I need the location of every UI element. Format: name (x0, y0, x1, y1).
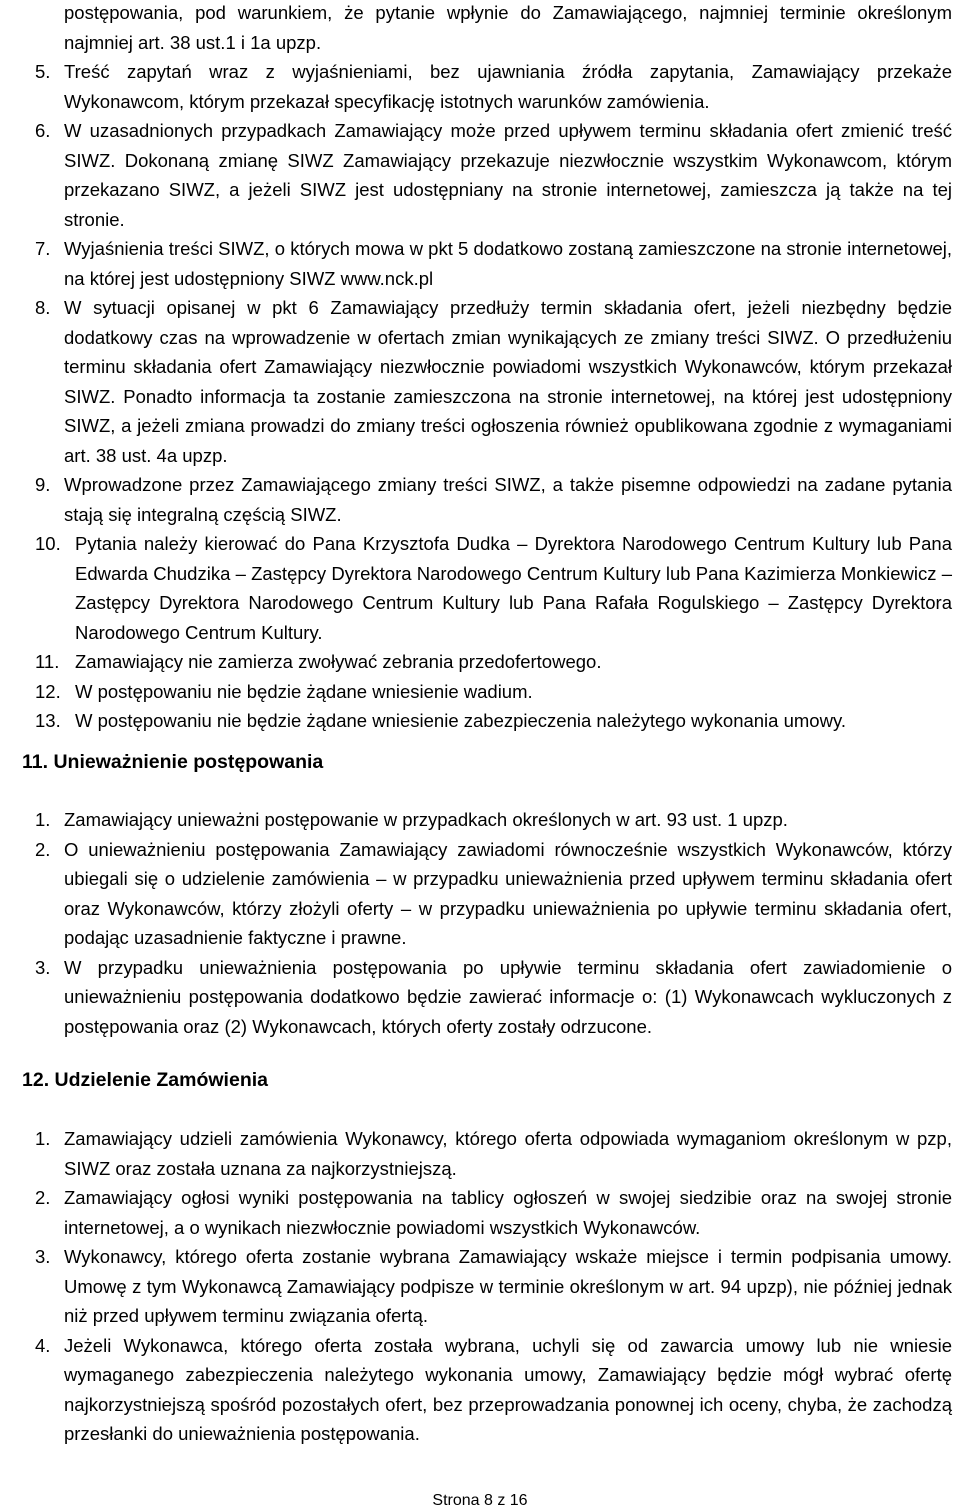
list-item (0, 805, 960, 835)
list-item (0, 1183, 960, 1242)
list-item (0, 1124, 960, 1183)
list-item-number: 5. (35, 61, 51, 82)
list-item-number: 3. (35, 1246, 51, 1267)
section-heading: 12. Udzielenie Zamówienia (22, 1069, 268, 1091)
list-item (0, 647, 960, 677)
list-item (0, 706, 960, 736)
section-heading: 11. Unieważnienie postępowania (22, 751, 324, 773)
list-item-text: W postępowaniu nie będzie żądane wniesienie zabezpieczenia należytego wykonania umowy. (75, 710, 846, 731)
list-item-number: 3. (35, 956, 51, 978)
list-item-text: Wprowadzone przez Zamawiającego zmiany treści SIWZ, a także pisemne odpowiedzi na zadane pytania stają się integralną częścią SIWZ. (64, 474, 952, 525)
list-item-number: 1. (35, 1128, 51, 1149)
list-item (0, 529, 960, 647)
list-item-number: 13. (35, 710, 61, 731)
list-item-number: 7. (35, 238, 51, 259)
list-item (0, 677, 960, 707)
section-11-list (0, 805, 960, 1041)
list-item-number: 11. (35, 651, 60, 672)
list-item (0, 1242, 960, 1331)
list-item (0, 57, 960, 116)
list-item-number: 8. (35, 297, 51, 318)
list-item-text: Treść zapytań wraz z wyjaśnieniami, bez ujawniania źródła zapytania, Zamawiający przekaże Wykonawcom, którym przekazał specyfikację istotnych warunków zamówienia. (64, 61, 952, 112)
list-item-text: W uzasadnionych przypadkach Zamawiający może przed upływem terminu składania ofert zmienić treść SIWZ. Dokonaną zmianę SIWZ Zamawiający przekazuje niezwłocznie wszystkim Wykonawcom, którym przekazano SIWZ, a jeżeli SIWZ jest udostępniany na stronie internetowej, zamieszcza ją także na tej stronie. (64, 120, 952, 230)
list-item-number: 12. (35, 680, 61, 702)
list-item-text: Pytania należy kierować do Pana Krzysztofa Dudka – Dyrektora Narodowego Centrum Kultury lub Pana Edwarda Chudzika – Zastępcy Dyrektora Narodowego Centrum Kultury lub Pana Kazimierza Monkiewicz – Zastępcy Dyrektora Narodowego Centrum Kultury lub Pana Rafała Rogulskiego – Zastępcy Dyrektora Narodowego Centrum Kultury. (75, 533, 952, 643)
list-item (0, 116, 960, 234)
list-item-text: Wykonawcy, którego oferta zostanie wybrana Zamawiający wskaże miejsce i termin podpisania umowy. Umowę z tym Wykonawcą Zamawiający podpisze w terminie określonym w art. 94 upzp), nie później jednak niż przed upływem terminu związania ofertą. (64, 1246, 952, 1326)
list-item-number: 2. (35, 1187, 51, 1208)
list-item-text: Zamawiający ogłosi wyniki postępowania na tablicy ogłoszeń w swojej siedzibie oraz na swojej stronie internetowej, a o wynikach niezwłocznie powiadomi wszystkich Wykonawców. (64, 1187, 952, 1238)
list-item-text: O unieważnieniu postępowania Zamawiający zawiadomi równocześnie wszystkich Wykonawców, którzy ubiegali się o udzielenie zamówienia – w przypadku unieważnienia przed upływem terminu składania ofert oraz Wykonawców, którzy złożyli oferty – w przypadku unieważnienia po upływie terminu składania ofert, podając uzasadnienie faktyczne i prawne. (64, 838, 952, 948)
list-item (0, 835, 960, 953)
list-item-number: 2. (35, 838, 51, 860)
list-item-text: postępowania, pod warunkiem, że pytanie wpłynie do Zamawiającego, najmniej terminie określonym najmniej art. 38 ust.1 i 1a upzp. (64, 2, 952, 53)
list-item (0, 953, 960, 1042)
list-item (0, 0, 960, 57)
list-item-text: Zamawiający nie zamierza zwoływać zebrania przedofertowego. (75, 651, 602, 672)
list-item-number: 1. (35, 809, 51, 830)
list-item-text: W przypadku unieważnienia postępowania po upływie terminu składania ofert zawiadomienie o unieważnieniu postępowania dodatkowo będzie zawierać informacje o: (1) Wykonawcach wykluczonych z postępowania oraz (2) Wykonawcach, których oferty zostały odrzucone. (64, 956, 952, 1037)
list-item-number: 6. (35, 120, 51, 141)
list-item-text: Jeżeli Wykonawca, którego oferta została wybrana, uchyli się od zawarcia umowy lub nie wniesie wymaganego zabezpieczenia należytego wykonania umowy, Zamawiający będzie mógł wybrać ofertę najkorzystniejszą spośród pozostałych ofert, bez przeprowadzania ponownej ich oceny, chyba, że zachodzą przesłanki do unieważnienia postępowania. (64, 1334, 952, 1444)
list-item-text: Wyjaśnienia treści SIWZ, o których mowa w pkt 5 dodatkowo zostaną zamieszczone na stronie internetowej, na której jest udostępniony SIWZ www.nck.pl (64, 238, 952, 289)
section-10-continuation (0, 0, 960, 736)
list-item (0, 293, 960, 470)
list-item-text: Zamawiający udzieli zamówienia Wykonawcy, którego oferta odpowiada wymaganiom określonym w pzp, SIWZ oraz została uznana za najkorzystniejszą. (64, 1128, 952, 1179)
list-item-text: W postępowaniu nie będzie żądane wniesienie wadium. (75, 680, 533, 702)
list-item-number: 9. (35, 474, 51, 495)
list-item-text: W sytuacji opisanej w pkt 6 Zamawiający przedłuży termin składania ofert, jeżeli niezbędny będzie dodatkowy czas na wprowadzenie w ofertach zmian wynikających ze zmiany treści SIWZ. O przedłużeniu terminu składania ofert Zamawiający niezwłocznie powiadomi wszystkich Wykonawców, którym przekazał SIWZ. Ponadto informacja ta zostanie zamieszczona na stronie internetowej, na której jest udostępniony SIWZ, a jeżeli zmiana prowadzi do zmiany treści ogłoszenia również opublikowana zgodnie z wymaganiami art. 38 ust. 4a upzp. (64, 297, 952, 466)
list-item (0, 1331, 960, 1449)
list-item-text: Zamawiający unieważni postępowanie w przypadkach określonych w art. 93 ust. 1 upzp. (64, 809, 788, 830)
section-12-list (0, 1124, 960, 1449)
list-item-number: 4. (35, 1334, 51, 1356)
list-item (0, 234, 960, 293)
list-item-number: 10. (35, 533, 61, 554)
list-item (0, 470, 960, 529)
page-footer: Strona 8 z 16 (432, 1492, 528, 1509)
